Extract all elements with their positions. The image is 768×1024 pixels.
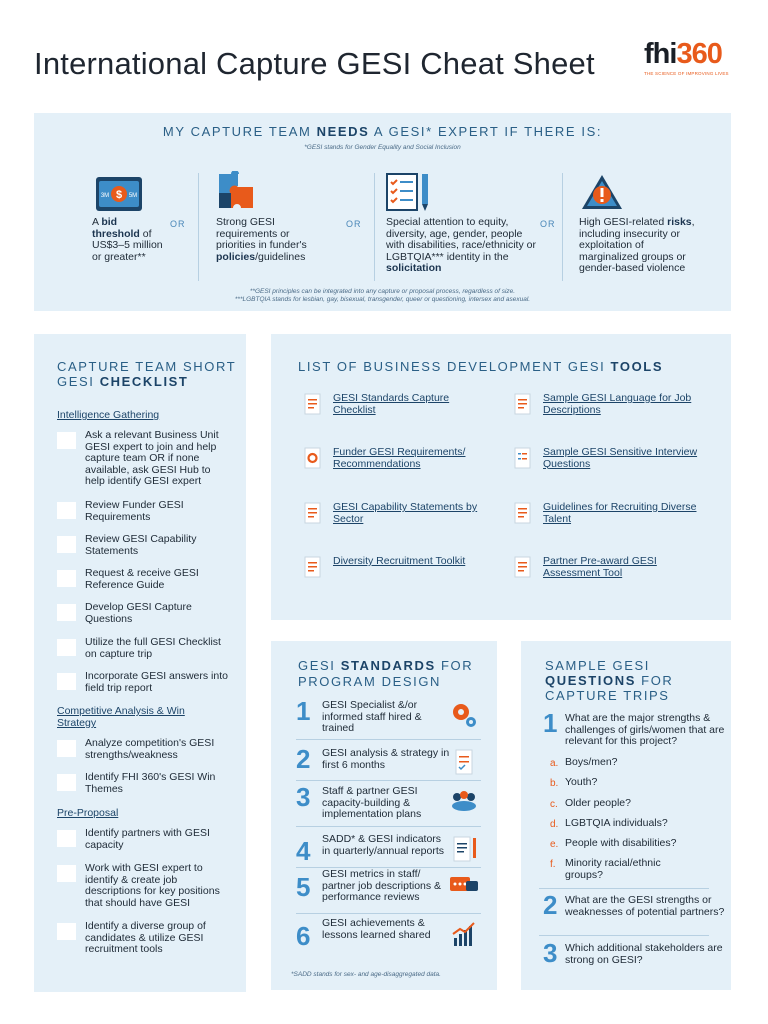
page-title: International Capture GESI Cheat Sheet — [34, 46, 595, 81]
sub-question: b. Youth? — [550, 776, 598, 789]
divider — [198, 173, 199, 281]
gesi-expert-criteria-panel — [34, 113, 731, 311]
svg-text:5M: 5M — [128, 193, 138, 199]
divider — [296, 913, 481, 914]
document-icon — [304, 556, 322, 578]
puzzle-icon — [216, 171, 256, 211]
logo-number: 360 — [676, 38, 722, 70]
checkbox[interactable] — [57, 432, 76, 449]
checkbox[interactable] — [57, 639, 76, 656]
clipboard-checklist-icon — [384, 171, 432, 213]
document-icon — [304, 393, 322, 415]
divider — [296, 780, 481, 781]
report-pen-icon — [448, 834, 480, 864]
document-icon — [514, 502, 532, 524]
chat-bubbles-icon — [448, 869, 480, 899]
warning-icon — [580, 173, 624, 211]
criteria-footnotes: **GESI principles can be integrated into any capture or proposal process, regardless of size. ***LGBTQIA stands for lesbian, gay, bisexual, transgender, queer or questioning, intersex and asexual. — [234, 288, 531, 303]
money-icon — [94, 175, 144, 213]
standards-panel: GESI STANDARDS FOR PROGRAM DESIGN 1 GESI Specialist &/or informed staff hired & trained 2 GESI analysis & strategy in first 6 months 3 Staff & partner GESI capacity-building & implementation plans 4 SADD* & GESI indicators in quarterly/annual reports 5 GESI metrics in staff/ partner job descriptions & performance reviews 6 GESI achievements & lessons learned shared *SADD stands for sex- and age-disaggregated data. — [271, 641, 497, 990]
criterion-risks: High GESI-related risks, including insecurity or exploitation of marginalized groups or gender-based violence — [579, 216, 695, 274]
checkbox[interactable] — [57, 502, 76, 519]
criterion-funder-policies: Strong GESI requirements or priorities in funder's policies/guidelines — [216, 216, 307, 263]
checkbox[interactable] — [57, 774, 76, 791]
criterion-bid-threshold: A bid threshold of US$3–5 million or greater** — [92, 216, 163, 263]
checklist-icon — [448, 748, 480, 778]
tools-panel: LIST OF BUSINESS DEVELOPMENT GESI TOOLS GESI Standards Capture Checklist Sample GESI Language for Job Descriptions Funder GESI Requirements/ Recommendations Sample GESI Sensitive Interview Questions GESI Capability Statements by Sector Guidelines for Recruiting Diverse Talent Diversity Recruitment Toolkit Partner Pre-award GESI Assessment Tool — [271, 334, 731, 620]
tools-heading: LIST OF BUSINESS DEVELOPMENT GESI TOOLS — [298, 359, 664, 374]
checkbox[interactable] — [57, 865, 76, 882]
checkbox[interactable] — [57, 570, 76, 587]
sub-question: e. People with disabilities? — [550, 837, 677, 850]
checkbox[interactable] — [57, 740, 76, 757]
gear-document-icon — [304, 447, 322, 469]
section-intelligence-gathering[interactable]: Intelligence Gathering — [57, 409, 160, 421]
document-icon — [514, 393, 532, 415]
checkbox[interactable] — [57, 604, 76, 621]
document-icon — [514, 556, 532, 578]
sub-question: a. Boys/men? — [550, 756, 618, 769]
divider — [562, 173, 563, 281]
section-competitive-analysis[interactable]: Competitive Analysis & Win Strategy — [57, 705, 185, 729]
divider — [539, 888, 709, 889]
questions-panel: SAMPLE GESI QUESTIONS FOR CAPTURE TRIPS 1 What are the major strengths & challenges of girls/women that are relevant for this project? a. Boys/men? b. Youth? c. Older people? d. LGBTQIA individuals? e. People with disabilities? f. Minority racial/ethnic groups? 2 What are the GESI strengths or weaknesses of potential partners? 3 Which additional stakeholders are strong on GESI? — [521, 641, 731, 990]
divider — [539, 935, 709, 936]
logo-tagline: THE SCIENCE OF IMPROVING LIVES — [644, 71, 729, 76]
gesi-definition-note: *GESI stands for Gender Equality and Social Inclusion — [304, 144, 461, 151]
sub-question: c. Older people? — [550, 797, 631, 810]
svg-text:$: $ — [115, 189, 123, 201]
sadd-footnote: *SADD stands for sex- and age-disaggregated data. — [291, 971, 441, 978]
criteria-heading: MY CAPTURE TEAM NEEDS A GESI* EXPERT IF THERE IS: — [162, 124, 603, 139]
section-pre-proposal[interactable]: Pre-Proposal — [57, 807, 119, 819]
sub-question: d. LGBTQIA individuals? — [550, 817, 668, 830]
divider — [374, 173, 375, 281]
checkbox[interactable] — [57, 673, 76, 690]
document-icon — [304, 502, 322, 524]
or-label: OR — [346, 219, 362, 229]
team-meeting-icon — [448, 786, 480, 816]
logo-main: fhi — [644, 38, 677, 70]
checkbox[interactable] — [57, 830, 76, 847]
or-label: OR — [170, 219, 186, 229]
criterion-solicitation: Special attention to equity, diversity, age, gender, people with disabilities, race/ethnicity or LGBTQIA*** identity in the solicitation — [386, 216, 536, 274]
growth-chart-icon — [448, 918, 480, 948]
divider — [296, 826, 481, 827]
divider — [296, 739, 481, 740]
standards-heading: GESI STANDARDS FOR PROGRAM DESIGN — [298, 658, 474, 689]
sub-question: f. Minority racial/ethnic groups? — [550, 857, 661, 881]
question-document-icon — [514, 447, 532, 469]
checkbox[interactable] — [57, 536, 76, 553]
fhi360-logo — [644, 38, 734, 80]
checklist-panel: CAPTURE TEAM SHORT GESI CHECKLIST Intelligence Gathering Ask a relevant Business Unit GESI expert to join and help capture team OR if none available, ask GESI Hub to help identify GESI expert Review Funder GESI Requirements Review GESI Capability Statements Request & receive GESI Reference Guide Develop GESI Capture Questions Utilize the full GESI Checklist on capture trip Incorporate GESI answers into field trip report Competitive Analysis & Win Strategy Analyze competition's GESI strengths/weakness Identify FHI 360's GESI Win Themes Pre-Proposal Identify partners with GESI capacity Work with GESI expert to identify & create job descriptions for key positions that should have GESI Identify a diverse group of candidates & utilize GESI recruitment tools — [34, 334, 246, 992]
or-label: OR — [540, 219, 556, 229]
checklist-heading: CAPTURE TEAM SHORT GESI CHECKLIST — [57, 359, 237, 389]
questions-heading: SAMPLE GESI QUESTIONS FOR CAPTURE TRIPS — [545, 658, 674, 703]
gears-icon — [448, 700, 480, 730]
checkbox[interactable] — [57, 923, 76, 940]
svg-text:3M: 3M — [100, 193, 110, 199]
